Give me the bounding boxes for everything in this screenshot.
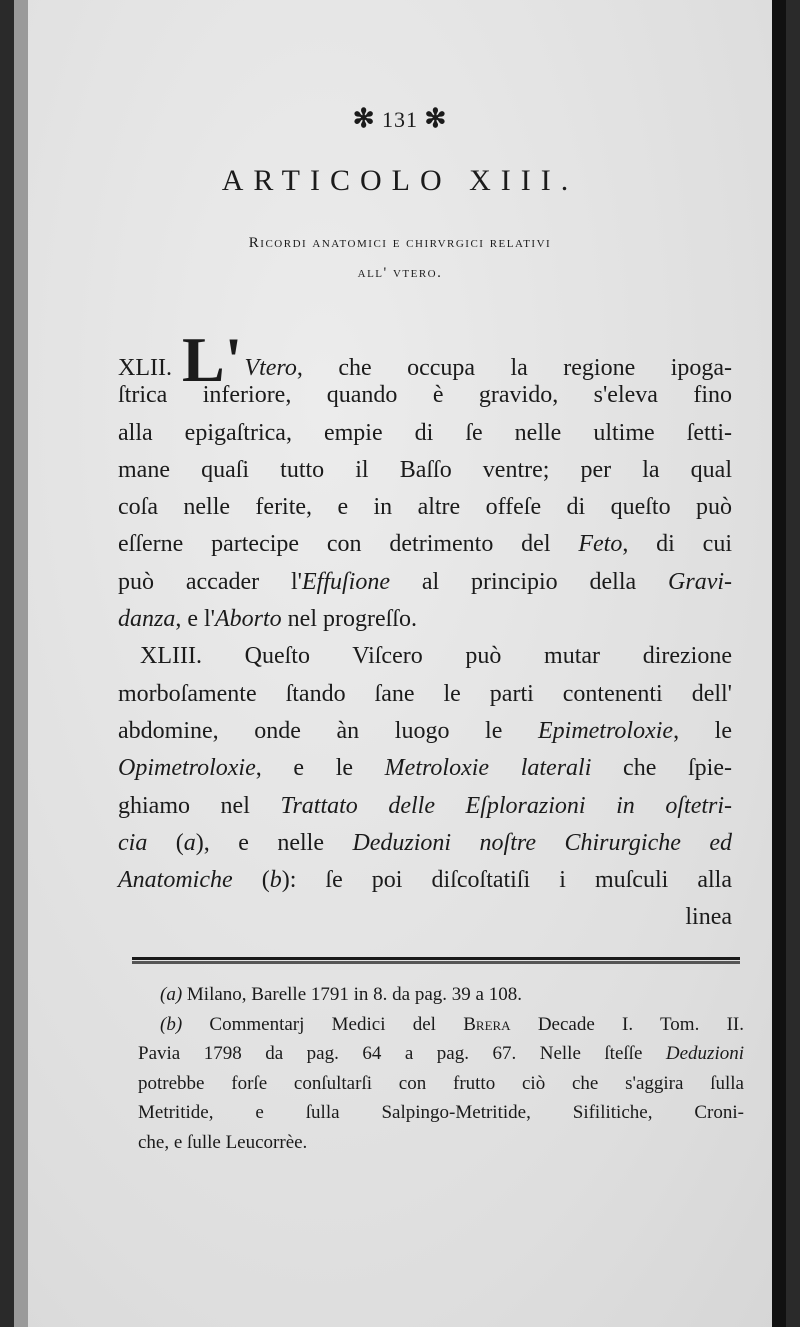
text-line: danza, e l'Aborto nel progreſſo. (118, 606, 417, 633)
text-line: cia (a), e nelle Deduzioni noſtre Chirurgiche ed (118, 829, 732, 856)
text-line: Anatomiche (b): ſe poi diſcoſtatiſi i muſculi alla (118, 867, 732, 894)
footnote-line: Pavia 1798 da pag. 64 a pag. 67. Nelle ſteſſe Deduzioni (138, 1043, 744, 1064)
asterism-icon: ✻ (424, 104, 448, 133)
footnote-line: potrebbe forſe conſultarſi con frutto ciò che s'aggira ſulla (138, 1072, 744, 1094)
page-header (14, 104, 786, 134)
text-line: può accader l'Effuſione al principio della Gravi- (118, 568, 733, 595)
text-line: alla epigaſtrica, empie di ſe nelle ultime ſetti- (118, 419, 732, 446)
text-line: Opimetroloxie, e le Metroloxie laterali che ſpie- (118, 755, 732, 782)
footnote-rule (132, 957, 740, 960)
footnote-line: che, e ſulle Leucorrèe. (138, 1131, 308, 1153)
drop-cap: L' (181, 324, 243, 395)
body-text (118, 324, 733, 937)
subtitle-line-1: Ricordi anatomici e chirvrgici relativi (248, 235, 552, 251)
article-subtitle (14, 228, 786, 288)
subtitle-line-2: all' vtero. (357, 265, 443, 281)
text-line: XLII. L'Vtero, che occupa la regione ipoga- (118, 324, 732, 395)
footnote-mark: (b) (160, 1013, 183, 1035)
text-line: morboſamente ſtando ſane le parti contenenti dell' (118, 680, 732, 707)
article-title: ARTICOLO XIII. (221, 164, 579, 197)
asterism-icon: ✻ (352, 104, 376, 133)
footnote-mark: (a) (160, 984, 183, 1005)
footnote-b: (b) Commentarj Medici del Brera Decade I. Tom. II. (160, 1013, 745, 1035)
text-line: abdomine, onde àn luogo le Epimetroloxie, le (118, 717, 732, 744)
text-line: mane quaſi tutto il Baſſo ventre; per la qual (118, 456, 732, 483)
text-line: eſſerne partecipe con detrimento del Feto, di cui (118, 531, 732, 558)
footnote-line: Metritide, e ſulla Salpingo-Metritide, Sifilitiche, Croni- (138, 1102, 744, 1123)
text-line: coſa nelle ferite, e in altre offeſe di queſto può (118, 494, 732, 521)
page-number: 131 (382, 107, 418, 132)
text-line: ſtrica inferiore, quando è gravido, s'eleva fino (118, 382, 732, 409)
page-right-edge (772, 0, 786, 1327)
footnotes (138, 980, 744, 1157)
paragraph-number: XLII. (118, 355, 172, 381)
book-page (14, 0, 786, 1327)
footnote-a: (a) Milano, Barelle 1791 in 8. da pag. 39 a 108. (160, 984, 522, 1005)
catchword: linea (685, 904, 732, 931)
page-left-edge (14, 0, 28, 1327)
text-line: ghiamo nel Trattato delle Eſplorazioni in oſtetri- (118, 792, 733, 819)
text-line: XLIII. Queſto Viſcero può mutar direzione (140, 643, 732, 670)
